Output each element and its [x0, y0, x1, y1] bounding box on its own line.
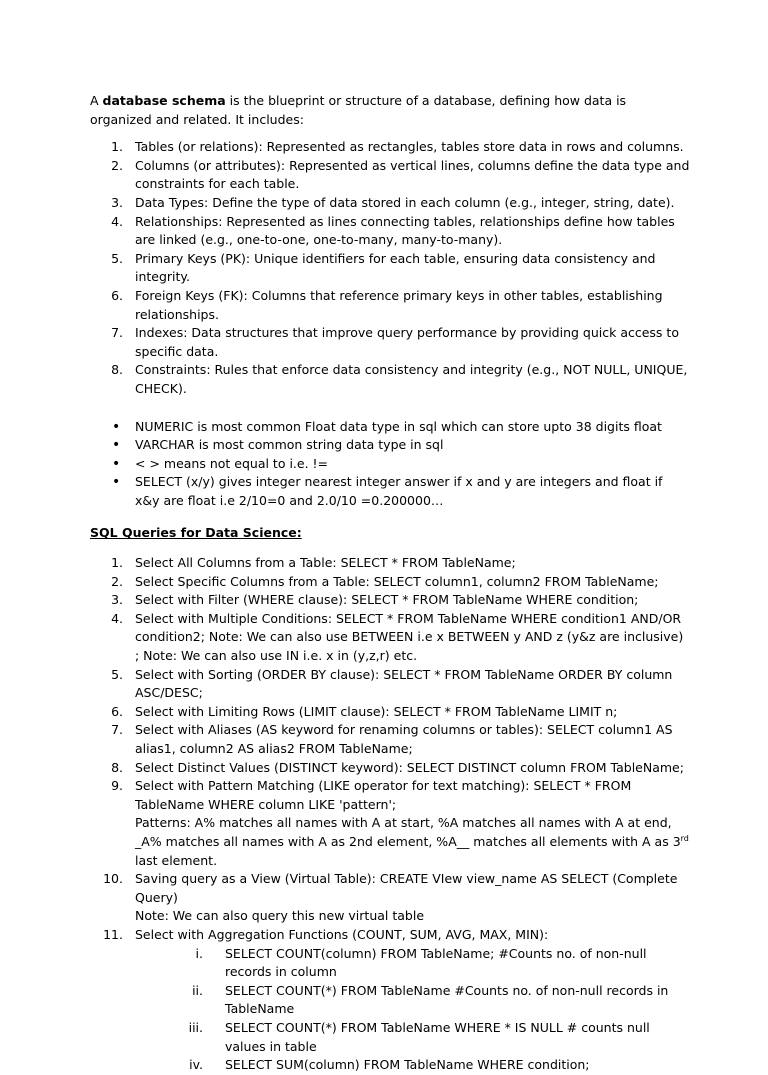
list-item: 6. Select with Limiting Rows (LIMIT clause): SELECT * FROM TableName LIMIT n;: [111, 703, 618, 719]
list-item: 8. Constraints: Rules that enforce data consistency and integrity (e.g., NOT NULL, UNIQUE, CHECK).: [111, 362, 688, 396]
list-item: 9. Select with Pattern Matching (LIKE operator for text matching): SELECT * FROM TableName WHERE column LIKE 'pattern'; Patterns: A% matches all names with A at start, %A matches all names with A at end, _A% matches all names with A as 2nd element, %A__ matches all elements with A as 3rd last element.: [111, 778, 689, 868]
bullet-icon: •: [112, 455, 121, 472]
sublist-item: i. SELECT COUNT(column) FROM TableName; #Counts no. of non-null records in column: [195, 945, 647, 980]
list-item: 10. Saving query as a View (Virtual Table): CREATE VIew view_name AS SELECT (Complete Query) Note: We can also query this new virtual table: [103, 871, 678, 924]
bullet-icon: •: [112, 474, 121, 491]
bullet-icon: •: [112, 418, 121, 435]
list-item: 4. Select with Multiple Conditions: SELECT * FROM TableName WHERE condition1 AND/OR condition2; Note: We can also use BETWEEN i.e x BETWEEN y AND z (y&z are inclusive) ; Note: We can also use IN i.e. x in (y,z,r) etc.: [111, 610, 684, 664]
list-item: 2. Select Specific Columns from a Table: SELECT column1, column2 FROM TableName;: [111, 573, 659, 589]
aggregation-sublist: [135, 945, 690, 1075]
section-heading: SQL Queries for Data Science:: [90, 525, 302, 541]
schema-list: [90, 138, 690, 398]
queries-list: [90, 554, 690, 1075]
list-item: 7. Select with Aliases (AS keyword for renaming columns or tables): SELECT column1 AS alias1, column2 AS alias2 FROM TableName;: [111, 722, 673, 756]
view-note: Note: We can also query this new virtual table: [135, 908, 425, 924]
list-item: 3. Select with Filter (WHERE clause): SELECT * FROM TableName WHERE condition;: [111, 592, 639, 608]
list-item: 1. Select All Columns from a Table: SELECT * FROM TableName;: [111, 555, 516, 571]
list-item: 5. Primary Keys (PK): Unique identifiers for each table, ensuring data consistency and integrity.: [111, 250, 656, 285]
bullet-item: • NUMERIC is most common Float data type in sql which can store upto 38 digits float: [112, 418, 662, 435]
list-item: 8. Select Distinct Values (DISTINCT keyword): SELECT DISTINCT column FROM TableName;: [111, 759, 684, 775]
list-item: 2. Columns (or attributes): Represented as vertical lines, columns define the data type and constraints for each table.: [111, 157, 690, 192]
list-item: 3. Data Types: Define the type of data stored in each column (e.g., integer, string, date).: [111, 194, 675, 210]
document-page: [90, 92, 690, 1075]
sublist-item: iii. SELECT COUNT(*) FROM TableName WHERE * IS NULL # counts null values in table: [188, 1019, 650, 1054]
list-item: 11. Select with Aggregation Functions (COUNT, SUM, AVG, MAX, MIN): i. SELECT COUNT(column) FROM TableName; #Counts no. of non-null records in column ii. SELECT COUNT(*) FROM TableName #Counts no. of non-null records in TableName iii. SELECT COUNT(*) FROM TableName WHERE * IS NULL # counts null values in table iv. SELECT SUM(column) FROM TableName WHERE condition;: [90, 926, 690, 1075]
bullet-item: • < > means not equal to i.e. !=: [112, 455, 329, 472]
bullet-item: • VARCHAR is most common string data type in sql: [112, 437, 444, 454]
bullet-item: • SELECT (x/y) gives integer nearest integer answer if x and y are integers and float if x&y are float i.e 2/10=0 and 2.0/10 =0.200000…: [112, 474, 663, 508]
list-item: 5. Select with Sorting (ORDER BY clause): SELECT * FROM TableName ORDER BY column ASC/DESC;: [111, 666, 673, 701]
list-item: 1. Tables (or relations): Represented as rectangles, tables store data in rows and columns.: [111, 139, 684, 155]
sublist-item: iv. SELECT SUM(column) FROM TableName WHERE condition;: [189, 1057, 590, 1073]
sublist-item: ii. SELECT COUNT(*) FROM TableName #Counts no. of non-null records in TableName: [192, 982, 669, 1017]
list-item: 4. Relationships: Represented as lines connecting tables, relationships define how tables are linked (e.g., one-to-one, one-to-many, many-to-many).: [111, 213, 675, 248]
patterns-note: Patterns: A% matches all names with A at start, %A matches all names with A at end, _A% matches all names with A as 2nd element, %A__ matches all elements with A as 3rd last element.: [135, 815, 689, 868]
notes-bullet-list: [90, 418, 690, 511]
intro-bold-term: database schema: [102, 93, 226, 108]
list-item: 6. Foreign Keys (FK): Columns that reference primary keys in other tables, establishing relationships.: [111, 287, 663, 322]
intro-paragraph: A database schema is the blueprint or structure of a database, defining how data is organized and related. It includes:: [90, 93, 627, 127]
list-item: 7. Indexes: Data structures that improve query performance by providing quick access to specific data.: [111, 325, 679, 359]
bullet-icon: •: [112, 437, 121, 454]
